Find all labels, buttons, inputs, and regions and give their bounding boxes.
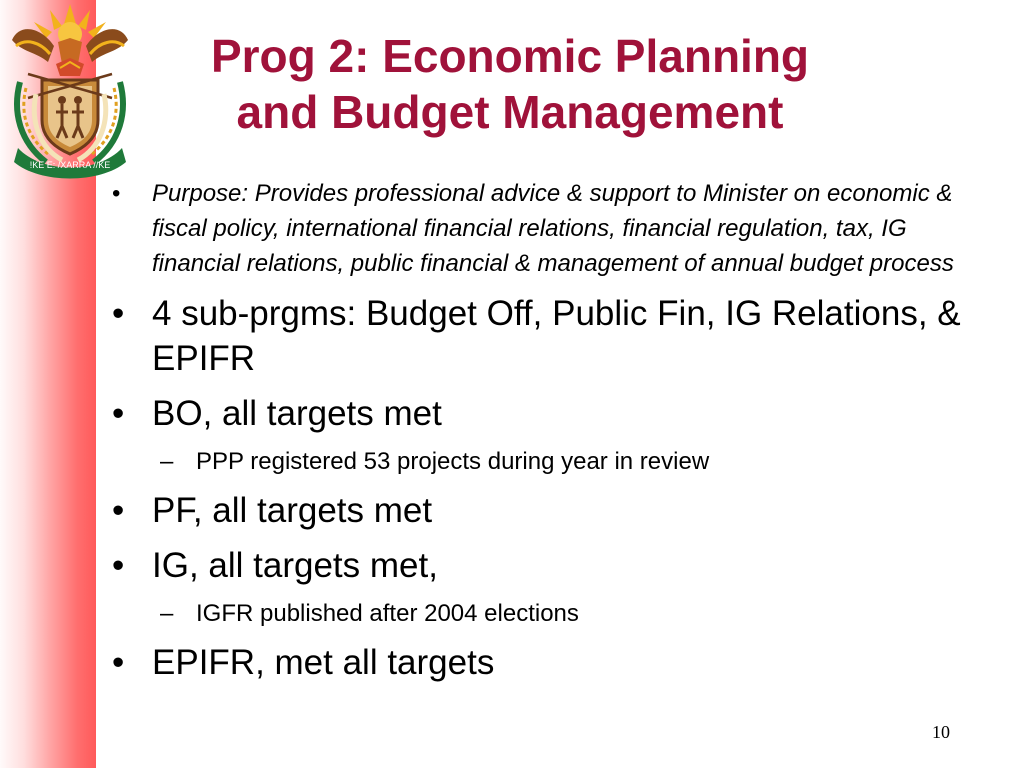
sub-bullet-item-igfr [160, 598, 992, 630]
bullet-item-bo [112, 391, 992, 436]
coat-of-arms-emblem [2, 2, 138, 180]
bullet-item-pf [112, 488, 992, 533]
bullet-marker: • [112, 394, 125, 433]
bullet-marker: • [112, 546, 125, 585]
motto-text: !KE E: /XARRA //KE [29, 160, 111, 170]
dash-marker: – [160, 600, 174, 627]
page-number: 10 [932, 722, 950, 742]
bullet-list [112, 176, 992, 685]
sub-bullet-text: PPP registered 53 projects during year in review [196, 448, 710, 475]
bullet-item-ig [112, 543, 992, 588]
sub-bullet-text: IGFR published after 2004 elections [196, 600, 579, 627]
bullet-text: IG, all targets met, [152, 546, 438, 585]
bullet-text: BO, all targets met [152, 394, 442, 433]
title-line-1: Prog 2: Economic Planning [210, 30, 810, 82]
protea-flower-icon [56, 58, 84, 76]
bullet-marker: • [112, 294, 125, 333]
sub-bullet-item-ppp [160, 446, 992, 478]
bullet-marker: • [112, 643, 125, 682]
bullet-text: EPIFR, met all targets [152, 643, 495, 682]
title-line-2: and Budget Management [236, 86, 784, 138]
dash-marker: – [160, 448, 174, 475]
bullet-marker: • [112, 180, 121, 207]
bullet-item-epifr [112, 640, 992, 685]
bullet-text: Purpose: Provides professional advice & support to Minister on economic & fiscal policy, international financial relations, financial regulation, tax, IG financial relations, public financial & management of annual budget process [152, 180, 954, 277]
bullet-text: PF, all targets met [152, 491, 433, 530]
slide-title [150, 28, 870, 140]
bullet-item-sub-programmes [112, 291, 992, 381]
bullet-marker: • [112, 491, 125, 530]
bullet-item-purpose [112, 176, 992, 281]
bullet-text: 4 sub-prgms: Budget Off, Public Fin, IG Relations, & EPIFR [152, 294, 961, 378]
